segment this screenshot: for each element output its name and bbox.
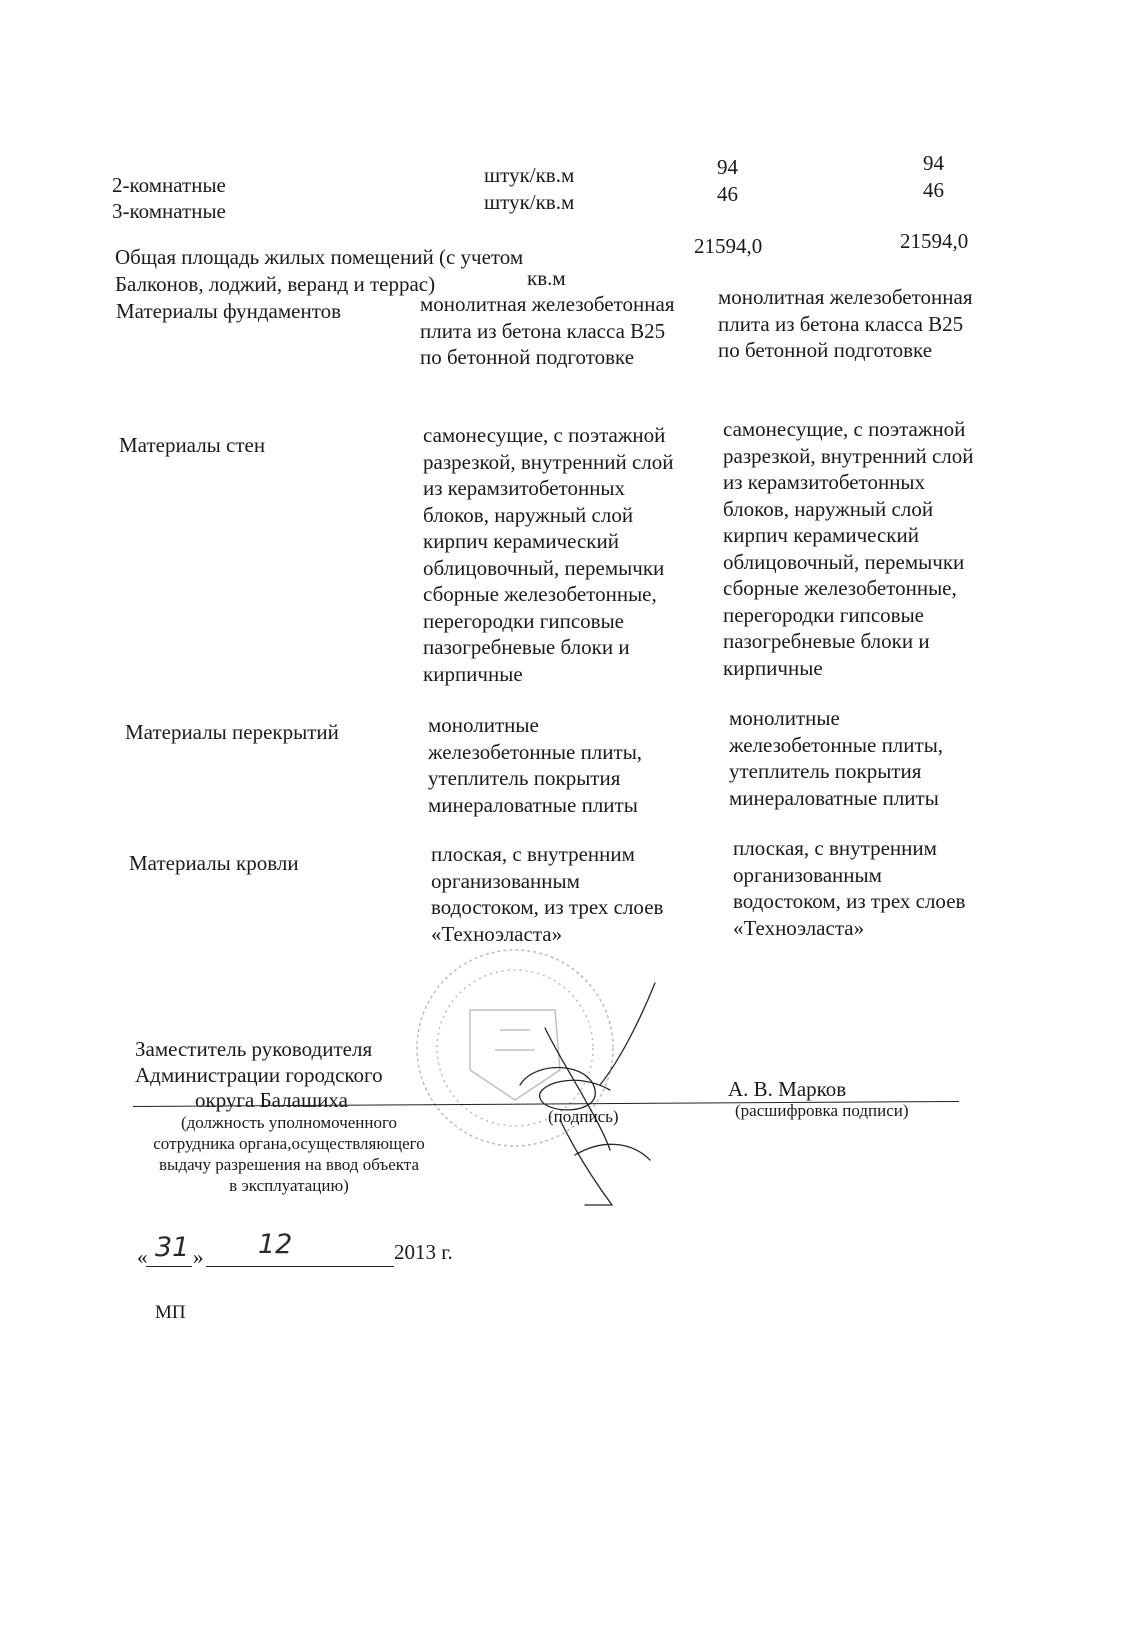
floors-fact: монолитные железобетонные плиты, утеплитель покрытия минераловатные плиты xyxy=(729,706,944,810)
position-line1: Заместитель руководителя xyxy=(135,1037,373,1061)
position-line2: Администрации городского xyxy=(135,1063,383,1087)
total-area-value-fact: 21594,0 xyxy=(900,229,969,253)
roof-plan: плоская, с внутренним организованным водостоком, из трех слоев «Техноэласта» xyxy=(431,842,664,946)
stamp-place-label: МП xyxy=(155,1302,186,1323)
total-area-value-plan: 21594,0 xyxy=(694,234,763,258)
row-2room-value-plan: 94 xyxy=(717,155,738,179)
floors-plan: монолитные железобетонные плиты, утеплитель покрытия минераловатные плиты xyxy=(428,713,643,817)
row-3room-unit: штук/кв.м xyxy=(484,190,575,214)
date-month: 12 xyxy=(258,1229,293,1260)
foundations-label: Материалы фундаментов xyxy=(116,299,342,323)
position-line3: округа Балашиха xyxy=(195,1088,348,1112)
floors-label: Материалы перекрытий xyxy=(125,720,339,744)
row-3room-label: 3-комнатные xyxy=(112,199,226,223)
total-area-label-line2: Балконов, лоджий, веранд и террас) xyxy=(115,272,436,296)
date-year: 2013 г. xyxy=(394,1240,453,1264)
date-month-underline xyxy=(206,1266,394,1267)
name-caption: (расшифровка подписи) xyxy=(735,1101,909,1120)
total-area-label-line1: Общая площадь жилых помещений (с учетом xyxy=(115,245,524,269)
walls-fact: самонесущие, с поэтажной разрезкой, внутренний слой из керамзитобетонных блоков, наружный слой кирпич керамический облицовочный, перемычки сборные железобетонные, перегородки гипсовые пазогребневые блоки и кирпичные xyxy=(723,417,974,680)
date-open-quote: « xyxy=(137,1245,148,1269)
signature-caption: (подпись) xyxy=(548,1107,619,1126)
roof-fact: плоская, с внутренним организованным водостоком, из трех слоев «Техноэласта» xyxy=(733,836,966,940)
foundations-fact: монолитная железобетонная плита из бетона класса В25 по бетонной подготовке xyxy=(718,285,973,362)
signer-name: А. В. Марков xyxy=(728,1077,847,1101)
date-day: 31 xyxy=(155,1232,190,1263)
row-3room-value-plan: 46 xyxy=(717,182,738,206)
roof-label: Материалы кровли xyxy=(129,851,299,875)
row-2room-label: 2-комнатные xyxy=(112,173,226,197)
walls-label: Материалы стен xyxy=(119,433,266,457)
total-area-unit: кв.м xyxy=(527,266,566,290)
walls-plan: самонесущие, с поэтажной разрезкой, внутренний слой из керамзитобетонных блоков, наружный слой кирпич керамический облицовочный, перемычки сборные железобетонные, перегородки гипсовые пазогребневые блоки и кирпичные xyxy=(423,423,674,686)
date-day-underline xyxy=(146,1266,192,1267)
row-3room-value-fact: 46 xyxy=(923,178,944,202)
position-caption: (должность уполномоченного сотрудника органа,осуществляющего выдачу разрешения на ввод объекта в эксплуатацию) xyxy=(153,1113,425,1195)
foundations-plan: монолитная железобетонная плита из бетона класса В25 по бетонной подготовке xyxy=(420,292,675,369)
date-close-quote: » xyxy=(193,1245,204,1269)
row-2room-value-fact: 94 xyxy=(923,151,944,175)
row-2room-unit: штук/кв.м xyxy=(484,163,575,187)
